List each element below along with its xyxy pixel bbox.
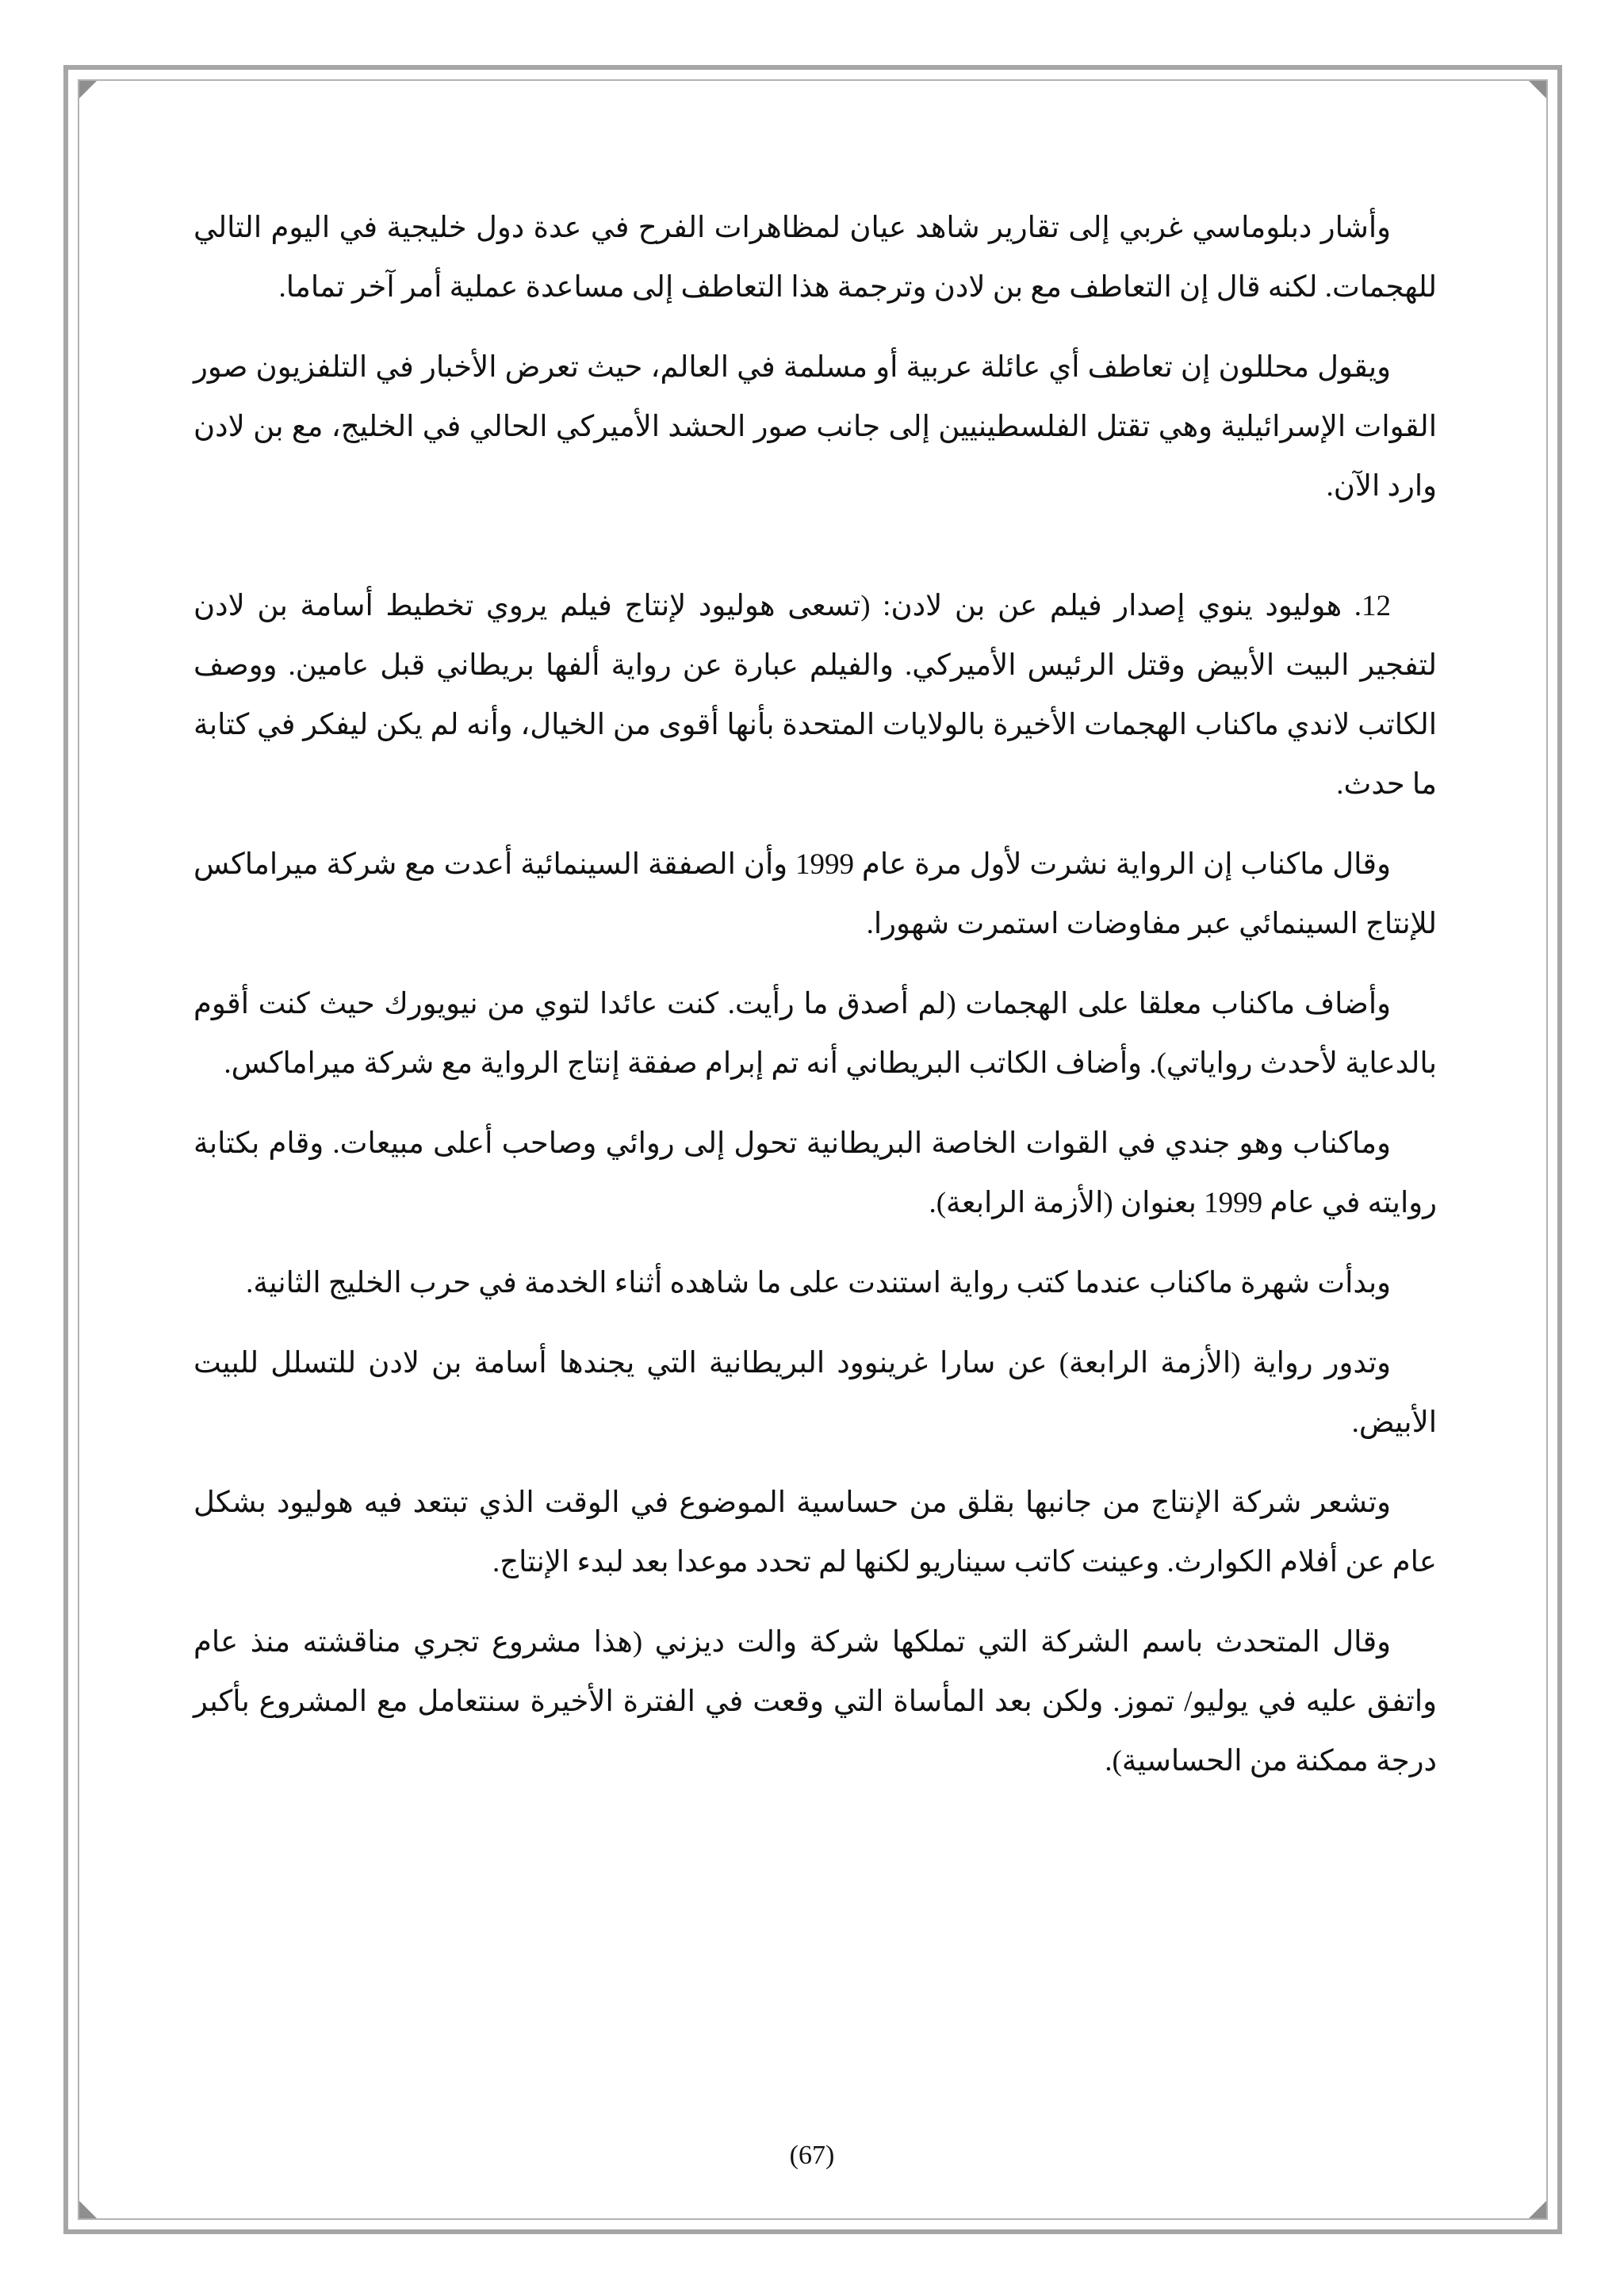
paragraph-novel-published: وقال ماكناب إن الرواية نشرت لأول مرة عام 1999 وأن الصفقة السينمائية أعدت مع شركة ميراماكس للإنتاج السينمائي عبر مفاوضات استمرت شهورا. [193, 848, 1437, 940]
paragraph-diplomat-reports: وأشار دبلوماسي غربي إلى تقارير شاهد عيان لمظاهرات الفرح في عدة دول خليجية في اليوم التالي للهجمات. لكنه قال إن التعاطف مع بن لادن وترجمة هذا التعاطف إلى مساعدة عملية أمر آخر تماما. [193, 212, 1437, 304]
corner-ornament-top-left [79, 81, 97, 98]
paragraph-production-concern: وتشعر شركة الإنتاج من جانبها بقلق من حساسية الموضوع في الوقت الذي تبتعد فيه هوليود بشكل عام عن أفلام الكوارث. وعينت كاتب سيناريو لكنها لم تحدد موعدا بعد لبدء الإنتاج. [193, 1487, 1437, 1578]
paragraph-spokesman-statement: وقال المتحدث باسم الشركة التي تملكها شركة والت ديزني (هذا مشروع تجري مناقشته منذ عام واتفق عليه في يوليو/ تموز. ولكن بعد المأساة التي وقعت في الفترة الأخيرة سنتعامل مع المشروع بأكبر درجة ممكنة من الحساسية). [193, 1626, 1437, 1777]
corner-ornament-top-right [1529, 81, 1546, 98]
corner-ornament-bottom-left [79, 2201, 97, 2218]
page-number: (67) [789, 2141, 835, 2170]
paragraph-hollywood-film: 12. هوليود ينوي إصدار فيلم عن بن لادن: (تسعى هوليود لإنتاج فيلم يروي تخطيط أسامة بن لادن لتفجير البيت الأبيض وقتل الرئيس الأميركي. والفيلم عبارة عن رواية ألفها بريطاني قبل عامين. ووصف الكاتب لاندي ماكناب الهجمات الأخيرة بالولايات المتحدة بأنها أقوى من الخيال، وأنه لم يكن ليفكر في كتابة ما حدث. [193, 590, 1437, 801]
paragraph-novel-plot: وتدور رواية (الأزمة الرابعة) عن سارا غرينوود البريطانية التي يجندها أسامة بن لادن للتسلل للبيت الأبيض. [193, 1347, 1437, 1439]
paragraph-mcnab-soldier: وماكناب وهو جندي في القوات الخاصة البريطانية تحول إلى روائي وصاحب أعلى مبيعات. وقام بكتابة روايته في عام 1999 بعنوان (الأزمة الرابعة). [193, 1127, 1437, 1219]
corner-ornament-bottom-right [1529, 2201, 1546, 2218]
paragraph-mcnab-fame: وبدأت شهرة ماكناب عندما كتب رواية استندت على ما شاهده أثناء الخدمة في حرب الخليج الثانية. [246, 1267, 1391, 1299]
paragraph-analysts-sympathy: ويقول محللون إن تعاطف أي عائلة عربية أو مسلمة في العالم، حيث تعرض الأخبار في التلفزيون صور القوات الإسرائيلية وهي تقتل الفلسطينيين إلى جانب صور الحشد الأميركي الحالي في الخليج، مع بن لادن وارد الآن. [193, 351, 1437, 503]
paragraph-mcnab-comment: وأضاف ماكناب معلقا على الهجمات (لم أصدق ما رأيت. كنت عائدا لتوي من نيويورك حيث كنت أقوم بالدعاية لأحدث رواياتي). وأضاف الكاتب البريطاني أنه تم إبرام صفقة إنتاج الرواية مع شركة ميراماكس. [193, 988, 1437, 1080]
page-body [193, 198, 1437, 1812]
